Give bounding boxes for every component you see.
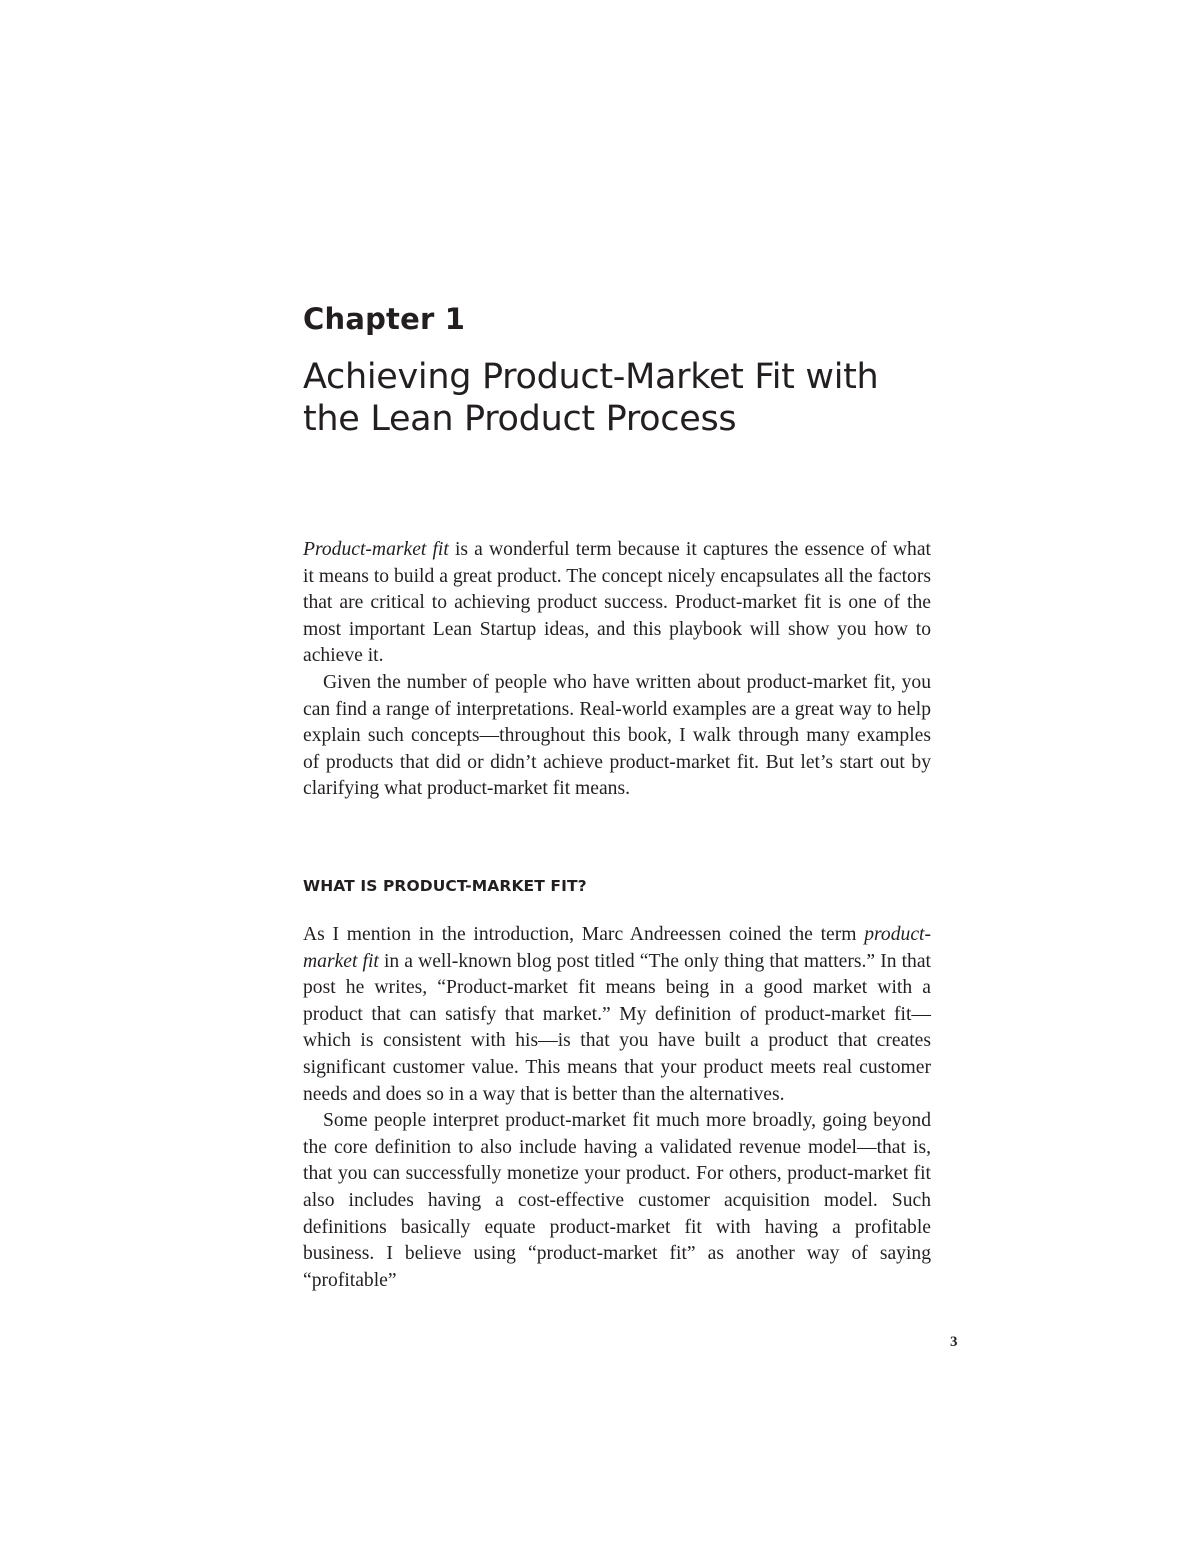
chapter-title: Achieving Product-Market Fit with the Lean Product Process bbox=[303, 357, 879, 439]
intro-paragraph-2: Given the number of people who have written about product-market fit, you can find a range of interpretations. Real-world examples are a great way to help explain such concepts—throughout this book, I walk through many examples of products that did or didn’t achieve product-market fit. But let’s start out by clarifying what product-market fit means. bbox=[303, 671, 931, 800]
section-body bbox=[303, 922, 931, 1294]
section-paragraph-1-after: in a well-known blog post titled “The only thing that matters.” In that post he writes, “Product-market fit means being in a good market with a product that can satisfy that market.” My definition of product-market fit—which is consistent with his—is that you have built a product that creates significant customer value. This means that your product meets real customer needs and does so in a way that is better than the alternatives. bbox=[303, 950, 931, 1105]
intro-body bbox=[303, 537, 931, 803]
page-number: 3 bbox=[950, 1334, 958, 1350]
chapter-label: Chapter 1 bbox=[303, 302, 466, 336]
section-paragraph-1 bbox=[303, 922, 931, 1108]
section-paragraph-1-before: As I mention in the introduction, Marc Andreessen coined the term bbox=[303, 924, 865, 945]
intro-paragraph-1-text: is a wonderful term because it captures the essence of what it means to build a great product. The concept nicely encapsulates all the factors that are critical to achieving product success. Product-market fit is one of the most important Lean Startup ideas, and this playbook will show you how to achieve it. bbox=[303, 539, 931, 667]
section-paragraph-2: Some people interpret product-market fit much more broadly, going beyond the core definition to also include having a validated revenue model—that is, that you can successfully monetize your product. For others, product-market fit also includes having a cost-effective customer acquisition model. Such definitions basically equate product-market fit with having a profitable business. I believe using “product-market fit” as another way of saying “profitable” bbox=[303, 1110, 931, 1291]
intro-paragraph-1 bbox=[303, 537, 931, 670]
intro-term: Product-market fit bbox=[303, 539, 449, 560]
section-term: product-market fit bbox=[303, 924, 931, 972]
section-heading: WHAT IS PRODUCT-MARKET FIT? bbox=[303, 877, 587, 895]
